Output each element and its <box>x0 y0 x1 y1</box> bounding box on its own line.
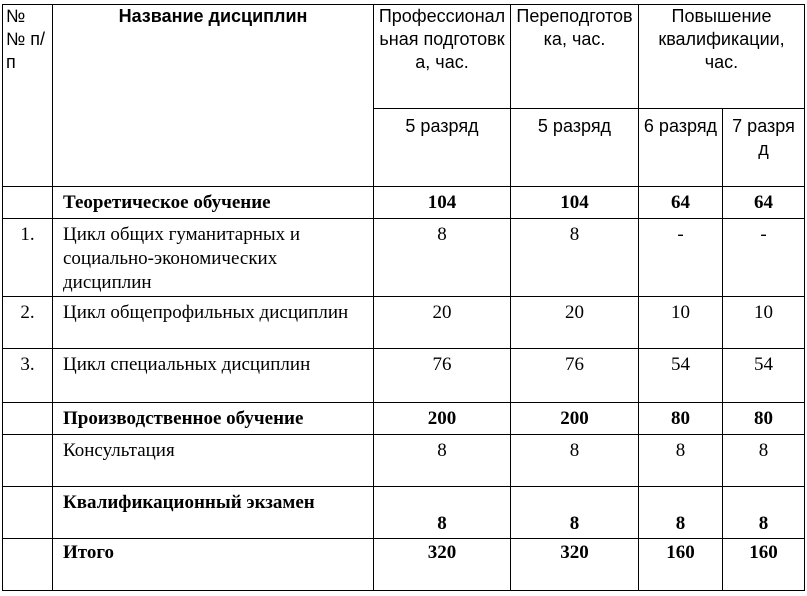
row-value: 80 <box>639 403 723 435</box>
row-value: 20 <box>374 297 511 349</box>
row-value: 10 <box>723 297 805 349</box>
row-num <box>3 539 53 591</box>
row-value: 8 <box>639 435 723 487</box>
row-value: 10 <box>639 297 723 349</box>
row-value: 76 <box>511 349 639 403</box>
row-value: 8 <box>374 435 511 487</box>
row-value: 76 <box>374 349 511 403</box>
row-value: 8 <box>374 219 511 297</box>
grade-cell-4 <box>723 109 805 187</box>
row-value: 104 <box>511 187 639 219</box>
row-value: 160 <box>723 539 805 591</box>
row-value: 54 <box>639 349 723 403</box>
table-row <box>3 487 805 539</box>
header-retrain: Переподготовка, час. <box>516 6 633 49</box>
row-num <box>3 187 53 219</box>
curriculum-table <box>2 4 805 591</box>
row-value: 8 <box>511 487 639 539</box>
row-value: 320 <box>511 539 639 591</box>
row-name: Консультация <box>53 435 374 487</box>
row-num: 2. <box>3 297 53 349</box>
row-value: 200 <box>374 403 511 435</box>
header-name-cell <box>53 5 374 187</box>
row-value: 20 <box>511 297 639 349</box>
table-row <box>3 297 805 349</box>
table-row <box>3 539 805 591</box>
row-name: Квалификационный экзамен <box>53 487 374 539</box>
header-retrain-cell <box>511 5 639 109</box>
row-name: Итого <box>53 539 374 591</box>
grade-cell-1 <box>374 109 511 187</box>
row-num <box>3 403 53 435</box>
row-value: - <box>639 219 723 297</box>
table-row <box>3 219 805 297</box>
grade-label: 6 разряд <box>643 116 718 136</box>
grade-label: 5 разряд <box>405 116 479 136</box>
table-row <box>3 349 805 403</box>
table-row <box>3 403 805 435</box>
table-row <box>3 187 805 219</box>
row-value: 8 <box>723 487 805 539</box>
row-name: Цикл специальных дисциплин <box>53 349 374 403</box>
row-value: 320 <box>374 539 511 591</box>
row-value: 200 <box>511 403 639 435</box>
header-row-1 <box>3 5 805 109</box>
row-num <box>3 435 53 487</box>
row-num <box>3 487 53 539</box>
header-qual-cell <box>639 5 805 109</box>
table-row <box>3 435 805 487</box>
row-value: 54 <box>723 349 805 403</box>
header-prof: Профессиональная подготовка, час. <box>378 6 506 72</box>
header-num-cell <box>3 5 53 187</box>
row-value: 8 <box>511 435 639 487</box>
header-qual: Повышение квалификации, час. <box>658 6 785 72</box>
grade-label: 5 разряд <box>537 116 612 136</box>
row-value: 8 <box>723 435 805 487</box>
row-value: 104 <box>374 187 511 219</box>
row-name: Цикл общепрофильных дисциплин <box>53 297 374 349</box>
row-value: 160 <box>639 539 723 591</box>
row-value: 8 <box>511 219 639 297</box>
row-num: 3. <box>3 349 53 403</box>
header-num: № № п/п <box>6 6 46 72</box>
row-value: 8 <box>639 487 723 539</box>
row-value: 8 <box>374 487 511 539</box>
grade-label: 7 разряд <box>732 116 795 159</box>
row-value: 64 <box>639 187 723 219</box>
header-name: Название дисциплин <box>118 6 308 26</box>
row-name: Теоретическое обучение <box>53 187 374 219</box>
row-num: 1. <box>3 219 53 297</box>
grade-cell-2 <box>511 109 639 187</box>
row-value: 80 <box>723 403 805 435</box>
row-value: 64 <box>723 187 805 219</box>
row-value: - <box>723 219 805 297</box>
row-name: Цикл общих гуманитарных и социально-экономических дисциплин <box>53 219 374 297</box>
header-prof-cell <box>374 5 511 109</box>
grade-cell-3 <box>639 109 723 187</box>
row-name: Производственное обучение <box>53 403 374 435</box>
